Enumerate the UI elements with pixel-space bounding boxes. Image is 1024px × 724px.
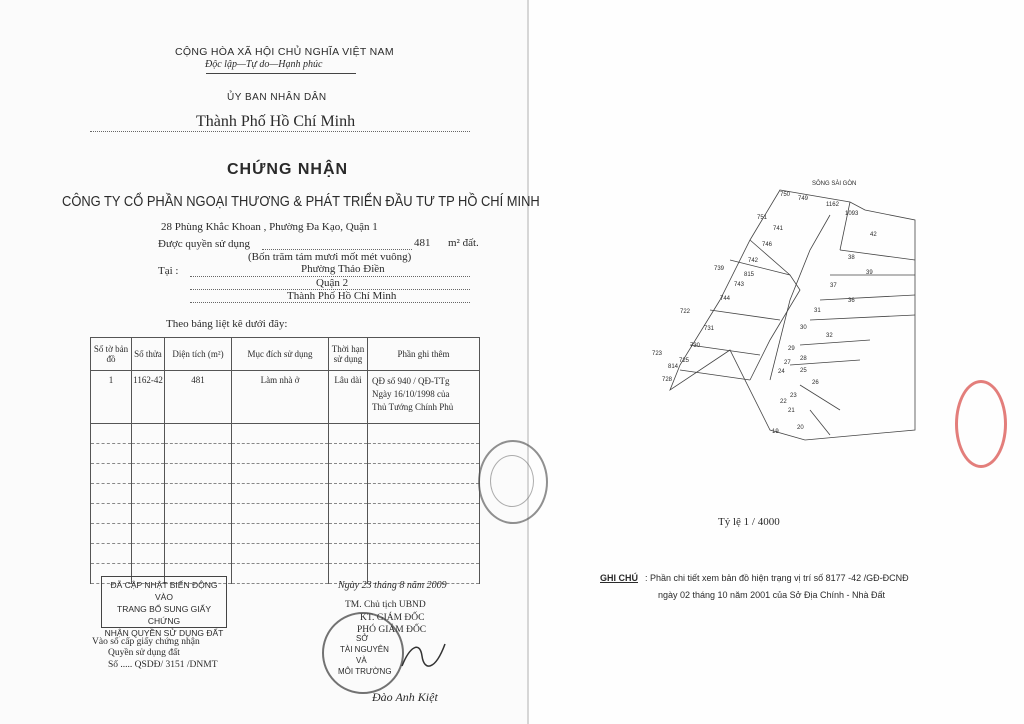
parcel-label: 29 bbox=[788, 346, 795, 352]
parcel-line bbox=[810, 410, 830, 435]
cell-area: 481 bbox=[165, 371, 232, 424]
map-scale: Tỷ lệ 1 / 4000 bbox=[718, 516, 780, 528]
parcel-line bbox=[680, 370, 750, 380]
table-row bbox=[91, 484, 480, 504]
city-dots bbox=[90, 131, 470, 132]
cell-term: Lâu dài bbox=[329, 371, 368, 424]
cell-note bbox=[368, 371, 480, 424]
registry-line: Quyền sử dụng đất bbox=[108, 648, 180, 658]
parcel-label: 749 bbox=[798, 196, 809, 202]
col-header: Phần ghi thêm bbox=[368, 338, 480, 371]
table-row bbox=[91, 544, 480, 564]
certificate-title: CHỨNG NHẬN bbox=[227, 161, 349, 178]
parcel-label: 36 bbox=[848, 298, 855, 304]
parcel-label: 24 bbox=[778, 369, 785, 375]
note-line: Ngày 16/10/1998 của bbox=[372, 389, 450, 399]
motto-underline bbox=[206, 73, 356, 74]
parcel-line bbox=[820, 295, 915, 300]
note-line: Thủ Tướng Chính Phủ bbox=[372, 402, 454, 412]
update-line: NHẬN QUYỀN SỬ DỤNG ĐẤT bbox=[104, 628, 224, 638]
map-outline bbox=[670, 190, 915, 440]
parcel-label: 744 bbox=[720, 296, 731, 302]
parcel-label: 1162 bbox=[826, 202, 839, 208]
parcel-label: 19 bbox=[772, 429, 779, 435]
district: Quận 2 bbox=[316, 277, 349, 289]
parcel-label: 731 bbox=[704, 326, 715, 332]
parcel-label: 742 bbox=[748, 258, 759, 264]
seal-text: TÀI NGUYÊN bbox=[340, 645, 389, 654]
parcel-label: 743 bbox=[734, 282, 745, 288]
city-title: Thành Phố Hồ Chí Minh bbox=[196, 113, 356, 130]
parcel-label: 26 bbox=[812, 380, 819, 386]
seal-text: SỞ bbox=[356, 634, 369, 643]
table-row bbox=[91, 444, 480, 464]
ward: Phường Thảo Điền bbox=[301, 263, 385, 275]
parcel-label: 28 bbox=[800, 356, 807, 362]
parcel-label: 32 bbox=[826, 333, 833, 339]
area-unit: m² đất. bbox=[448, 237, 479, 249]
parcel-label: 21 bbox=[788, 408, 795, 414]
motto: Độc lập—Tự do—Hạnh phúc bbox=[205, 59, 323, 70]
parcel-label: 746 bbox=[762, 242, 773, 248]
parcel-label: 38 bbox=[848, 255, 855, 261]
parcel-line bbox=[710, 310, 780, 320]
red-seal bbox=[955, 380, 1007, 468]
parcel-label: 741 bbox=[773, 226, 784, 232]
parcel-line bbox=[800, 385, 840, 410]
parcel-line bbox=[800, 340, 870, 345]
seal-text: VÀ bbox=[356, 656, 367, 665]
parcel-label: 23 bbox=[790, 393, 797, 399]
table-row bbox=[91, 504, 480, 524]
parcel-label: 814 bbox=[668, 364, 679, 370]
signing-title: PHÓ GIÁM ĐỐC bbox=[357, 625, 427, 635]
land-table bbox=[90, 337, 480, 584]
committee: ỦY BAN NHÂN DÂN bbox=[227, 92, 327, 103]
parcel-line bbox=[840, 202, 850, 250]
table-row bbox=[91, 524, 480, 544]
col-header: Mục đích sử dụng bbox=[232, 338, 329, 371]
parcel-label: 37 bbox=[830, 283, 837, 289]
table-row bbox=[91, 424, 480, 444]
page-fold bbox=[527, 0, 529, 724]
parcel-label: 30 bbox=[800, 325, 807, 331]
seal-inner bbox=[490, 455, 534, 507]
parcel-map bbox=[640, 180, 920, 460]
col-header: Thời hạn sử dụng bbox=[329, 338, 368, 371]
parcel-label: 739 bbox=[714, 266, 725, 272]
holder-name: CÔNG TY CỔ PHẦN NGOẠI THƯƠNG & PHÁT TRIỂN ĐẦU TƯ TP HỒ CHÍ MINH bbox=[62, 193, 540, 210]
parcel-label: 20 bbox=[797, 425, 804, 431]
table-row bbox=[91, 464, 480, 484]
note-text: : Phần chi tiết xem bản đồ hiện trạng vị trí số 8177 -42 /GĐ-ĐCNĐ bbox=[645, 573, 909, 583]
area-words: (Bốn trăm tám mươi mốt mét vuông) bbox=[248, 251, 412, 263]
parcel-label: 42 bbox=[870, 232, 877, 238]
registry-line: Vào sổ cấp giấy chứng nhận bbox=[92, 637, 200, 647]
parcel-label: 750 bbox=[780, 192, 791, 198]
signing-title: TM. Chủ tịch UBND bbox=[345, 600, 426, 610]
update-line: TRANG BỔ SUNG GIẤY CHỨNG bbox=[117, 604, 211, 626]
table-intro: Theo bảng liệt kê dưới đây: bbox=[166, 318, 288, 330]
col-header: Số thửa bbox=[132, 338, 165, 371]
parcel-label: 751 bbox=[757, 215, 768, 221]
col-header: Số tờ bản đồ bbox=[91, 338, 132, 371]
cell-purpose: Làm nhà ở bbox=[232, 371, 329, 424]
parcel-line bbox=[810, 315, 915, 320]
update-stamp-box bbox=[101, 576, 227, 638]
holder-address: 28 Phùng Khắc Khoan , Phường Đa Kạo, Quận 1 bbox=[161, 221, 378, 233]
parcel-label: 27 bbox=[784, 360, 791, 366]
river-label: SÔNG SÀI GÒN bbox=[812, 181, 857, 187]
parcel-label: 723 bbox=[652, 351, 663, 357]
parcel-label: 815 bbox=[744, 272, 755, 278]
parcel-label: 25 bbox=[800, 368, 807, 374]
note-line: QĐ số 940 / QĐ-TTg bbox=[372, 376, 450, 386]
parcel-label: 39 bbox=[866, 270, 873, 276]
parcel-label: 22 bbox=[780, 399, 787, 405]
table-row bbox=[91, 371, 480, 424]
update-line: ĐÃ CẬP NHẬT BIẾN ĐỘNG VÀO bbox=[110, 580, 218, 602]
signing-date: Ngày 23 tháng 8 năm 2009 bbox=[338, 580, 447, 591]
table-header-row bbox=[91, 338, 480, 371]
location-label: Tại : bbox=[158, 265, 179, 277]
cell-parcel: 1162-42 bbox=[132, 371, 165, 424]
seal-text: MÔI TRƯỜNG bbox=[338, 667, 392, 676]
parcel-label: 31 bbox=[814, 308, 821, 314]
col-header: Diện tích (m²) bbox=[165, 338, 232, 371]
note-text-2: ngày 02 tháng 10 năm 2001 của Sở Địa Chính - Nhà Đất bbox=[658, 590, 886, 600]
parcel-label: 722 bbox=[680, 309, 691, 315]
cell-sheet: 1 bbox=[91, 371, 132, 424]
signing-title: KT. GIÁM ĐỐC bbox=[360, 613, 425, 623]
location-city: Thành Phố Hồ Chí Minh bbox=[287, 290, 397, 302]
area-dots bbox=[262, 249, 412, 250]
area-value: 481 bbox=[414, 237, 431, 249]
use-right-label: Được quyền sử dụng bbox=[158, 238, 250, 250]
registry-line: Số ..... QSDĐ/ 3151 /DNMT bbox=[108, 660, 218, 670]
national-title: CỘNG HÒA XÃ HỘI CHỦ NGHĨA VIỆT NAM bbox=[175, 46, 394, 58]
parcel-label: 1093 bbox=[845, 211, 859, 217]
signature-mark bbox=[400, 636, 450, 676]
signer-name: Đào Anh Kiệt bbox=[372, 690, 438, 704]
note-label: GHI CHÚ bbox=[600, 573, 638, 583]
parcel-label: 725 bbox=[679, 358, 690, 364]
city-line-dots bbox=[190, 302, 470, 303]
parcel-label: 730 bbox=[690, 343, 701, 349]
parcel-label: 728 bbox=[662, 377, 673, 383]
